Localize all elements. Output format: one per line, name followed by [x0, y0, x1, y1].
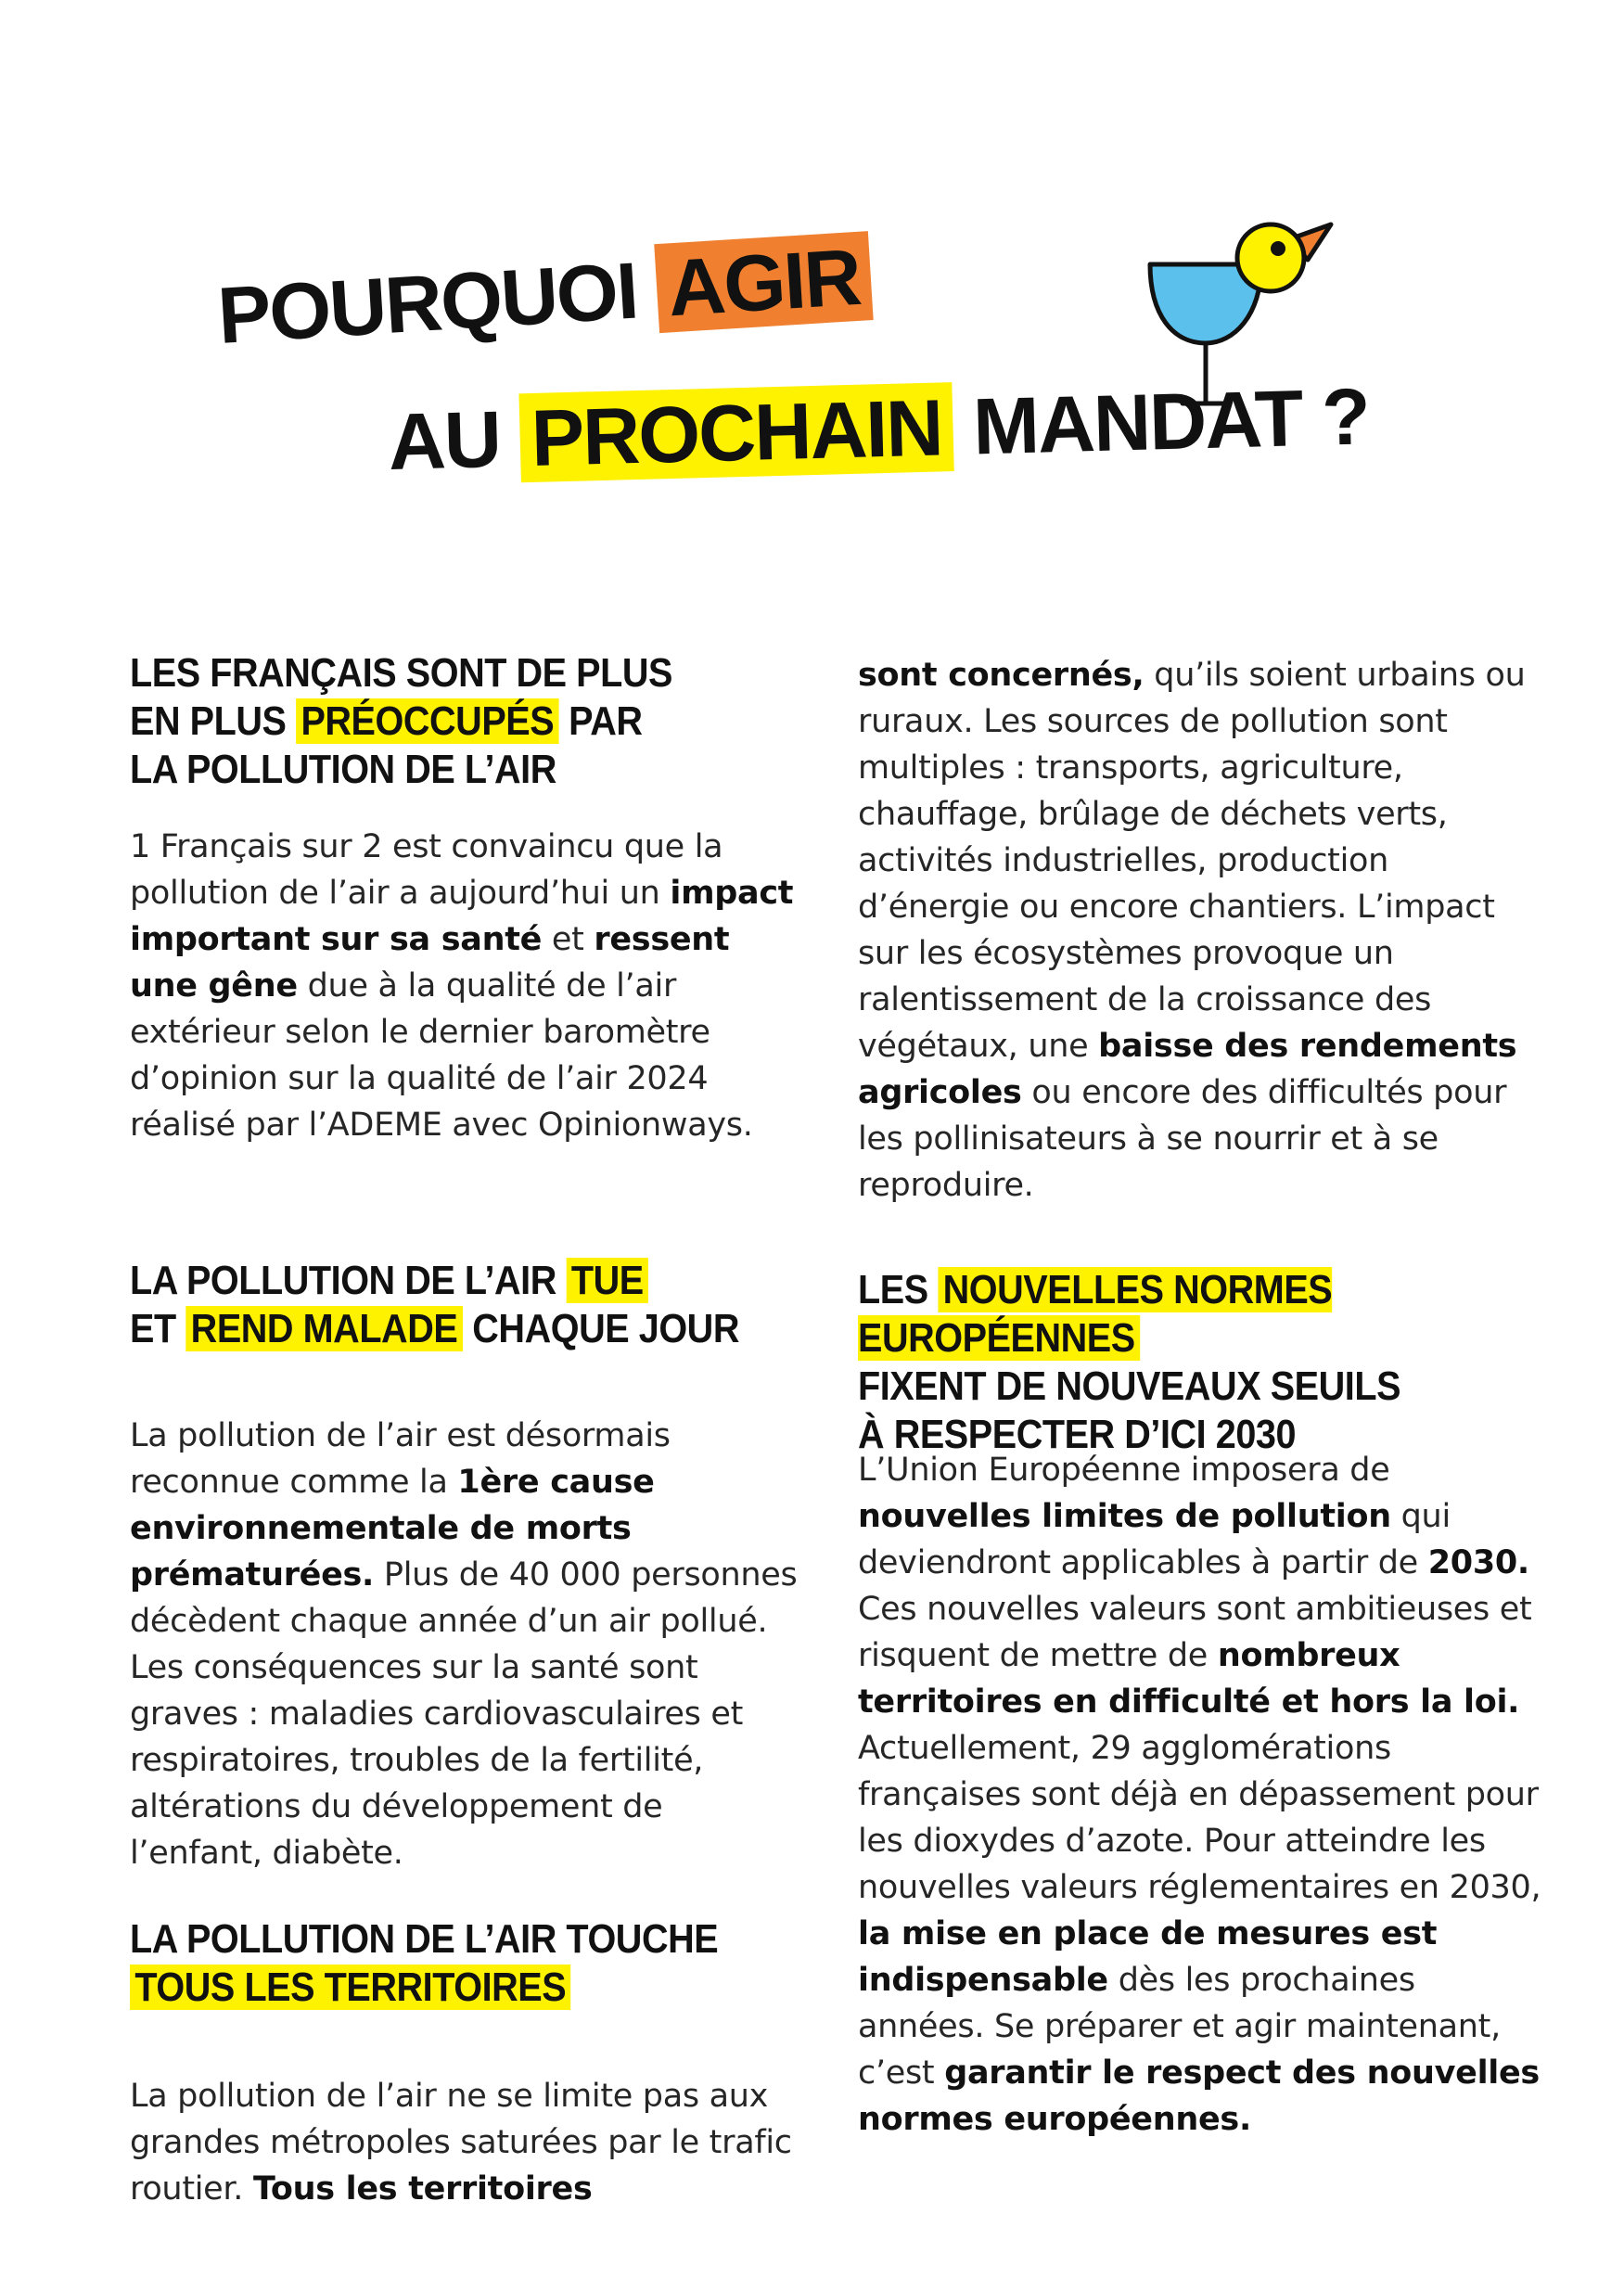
page-title-line-1	[215, 231, 874, 360]
bold-run: 2030.	[1427, 1544, 1529, 1581]
paragraph-territoires-start	[130, 2073, 816, 2212]
highlight-nouvelles-normes: NOUVELLES NORMES EUROPÉENNES	[858, 1267, 1333, 1361]
text-run: L’Union Européenne imposera de	[858, 1452, 1390, 1489]
text-run: 1 Français sur 2 est convaincu que la pollution de l’air a aujourd’hui un	[130, 828, 723, 912]
section-title-line: À RESPECTER D’ICI 2030	[858, 1412, 1297, 1457]
title-highlight-agir: AGIR	[654, 231, 873, 333]
section-title-tue	[130, 1257, 739, 1353]
paragraph-preoccupes	[130, 824, 798, 1148]
section-title-preoccupes	[130, 649, 672, 794]
section-title-line: PAR	[569, 698, 643, 744]
bold-run: nouvelles limites de pollution	[858, 1498, 1391, 1535]
text-run: La pollution de l’air est désormais reconnue comme la	[130, 1417, 671, 1501]
section-title-line: EN PLUS	[130, 698, 287, 744]
highlight-rend-malade: REND MALADE	[185, 1306, 462, 1351]
section-title-line: CHAQUE JOUR	[472, 1306, 739, 1351]
bold-run: baisse des rendements agricoles	[858, 1028, 1517, 1111]
text-run: Ces nouvelles valeurs sont ambitieuses et risquent de mettre de	[858, 1591, 1532, 1674]
text-run: qui deviendront applicables à partir de	[858, 1498, 1451, 1581]
bold-run: Tous les territoires	[252, 2170, 593, 2208]
title-highlight-prochain: PROCHAIN	[519, 382, 954, 482]
highlight-tue: TUE	[566, 1258, 648, 1303]
section-title-line: LES FRANÇAIS SONT DE PLUS	[130, 650, 672, 696]
text-run: et	[551, 921, 584, 958]
text-run: ou encore des difficultés pour les pollinisateurs à se nourrir et à se reproduire.	[858, 1074, 1507, 1204]
section-title-line: ET	[130, 1306, 176, 1351]
text-run: Plus de 40 000 personnes décèdent chaque année d’un air pollué. Les conséquences sur la santé sont graves : maladies cardiovasculaires et respiratoires, troubles de la fertilité, altérations du développement de l’enfant, diabète.	[130, 1556, 798, 1872]
section-title-line: LA POLLUTION DE L’AIR	[130, 747, 556, 792]
bold-run: sont concernés,	[858, 657, 1144, 694]
text-run: due à la qualité de l’air extérieur selon le dernier baromètre d’opinion sur la qualité de l’air 2024 réalisé par l’ADEME avec Opinionways.	[130, 967, 753, 1144]
section-title-normes	[858, 1266, 1476, 1459]
paragraph-territoires-continued	[858, 652, 1544, 1209]
bold-run: nombreux territoires en difficulté et hors la loi.	[858, 1637, 1520, 1721]
text-run: dès les prochaines années. Se préparer et agir maintenant, c’est	[858, 1962, 1501, 2092]
bold-run: impact important sur sa santé	[130, 875, 794, 958]
bird-icon	[1141, 213, 1354, 417]
section-title-line: LA POLLUTION DE L’AIR	[130, 1258, 556, 1303]
section-title-line: LA POLLUTION DE L’AIR TOUCHE	[130, 1916, 719, 1962]
highlight-tous-les-territoires: TOUS LES TERRITOIRES	[130, 1965, 571, 2010]
text-run: Actuellement, 29 agglomérations françaises sont déjà en dépassement pour les dioxydes d’azote. Pour atteindre les nouvelles valeurs réglementaires en 2030,	[858, 1730, 1541, 1906]
paragraph-normes	[858, 1447, 1544, 2143]
title-word-au: AU	[387, 394, 502, 487]
bold-run: ressent une gêne	[130, 921, 730, 1005]
text-run: La pollution de l’air ne se limite pas aux grandes métropoles saturées par le trafic routier.	[130, 2078, 792, 2208]
section-title-territoires	[130, 1915, 718, 2012]
highlight-preoccupes: PRÉOCCUPÉS	[296, 698, 559, 744]
bold-run: 1ère cause environnementale de morts prématurées.	[130, 1464, 655, 1593]
paragraph-tue	[130, 1413, 798, 1876]
bold-run: la mise en place de mesures est indispensable	[858, 1915, 1438, 1999]
section-title-line: LES	[858, 1267, 928, 1312]
text-run: qu’ils soient urbains ou ruraux. Les sources de pollution sont multiples : transports, agriculture, chauffage, brûlage de déchets verts, activités industrielles, production d’énergie ou encore chantiers. L’impact sur les écosystèmes provoque un ralentissement de la croissance des végétaux, une	[858, 657, 1526, 1065]
bold-run: garantir le respect des nouvelles normes européennes.	[858, 2054, 1540, 2138]
title-word-mandat: MANDAT ?	[972, 372, 1371, 472]
section-title-line: FIXENT DE NOUVEAUX SEUILS	[858, 1363, 1401, 1409]
title-word-pourquoi: POURQUOI	[215, 246, 640, 361]
